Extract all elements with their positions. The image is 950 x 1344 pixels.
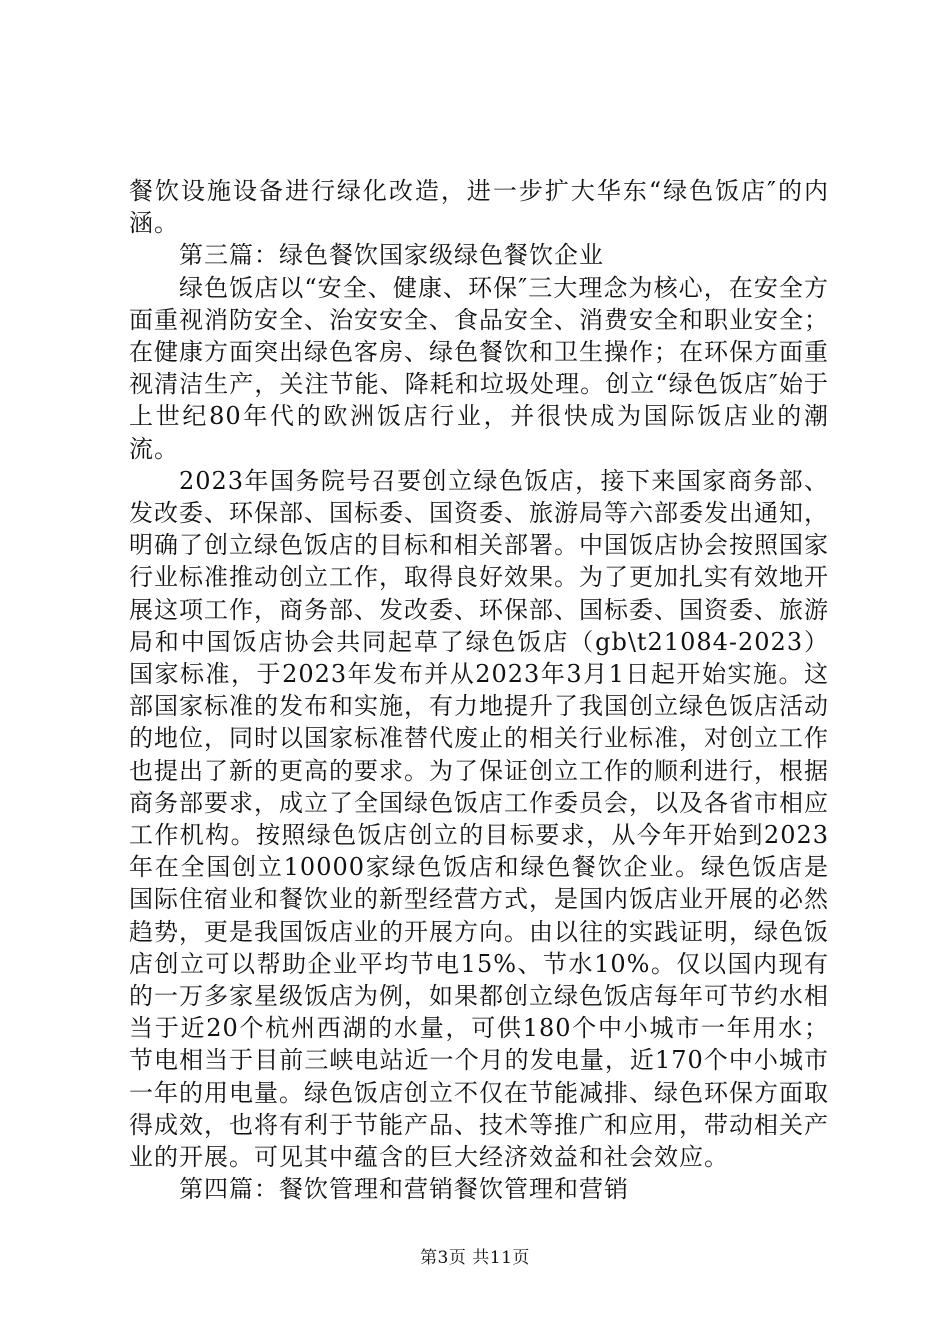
- paragraph-green-hotel-standard: 2023年国务院号召要创立绿色饭店，接下来国家商务部、发改委、环保部、国标委、国资委、旅游局等六部委发出通知，明确了创立绿色饭店的目标和相关部署。中国饭店协会按照国家行业标准推动创立工作，取得良好效果。为了更加扎实有效地开展这项工作，商务部、发改委、环保部、国标委、国资委、旅游局和中国饭店协会共同起草了绿色饭店（gb\t21084-2023）国家标准，于2023年发布并从2023年3月1日起开始实施。这部国家标准的发布和实施，有力地提升了我国创立绿色饭店活动的地位，同时以国家标准替代废止的相关行业标准，对创立工作也提出了新的更高的要求。为了保证创立工作的顺利进行，根据商务部要求，成立了全国绿色饭店工作委员会，以及各省市相应工作机构。按照绿色饭店创立的目标要求，从今年开始到2023年在全国创立10000家绿色饭店和绿色餐饮企业。绿色饭店是国际住宿业和餐饮业的新型经营方式，是国内饭店业开展的必然趋势，更是我国饭店业的开展方向。由以往的实践证明，绿色饭店创立可以帮助企业平均节电15%、节水10%。仅以国内现有的一万多家星级饭店为例，如果都创立绿色饭店每年可节约水相当于近20个杭州西湖的水量，可供180个中小城市一年用水；节电相当于目前三峡电站近一个月的发电量，近170个中小城市一年的用电量。绿色饭店创立不仅在节能减排、绿色环保方面取得成效，也将有利于节能产品、技术等推广和应用，带动相关产业的开展。可见其中蕴含的巨大经济效益和社会效应。: [129, 466, 829, 1172]
- paragraph-continuation: 餐饮设施设备进行绿化改造，进一步扩大华东“绿色饭店″的内涵。: [129, 177, 829, 238]
- section-heading-3: 第三篇：绿色餐饮国家级绿色餐饮企业: [179, 241, 604, 270]
- paragraph-green-hotel-concept: 绿色饭店以“安全、健康、环保″三大理念为核心，在安全方面重视消防安全、治安安全、食品安全、消费安全和职业安全；在健康方面突出绿色客房、绿色餐饮和卫生操作；在环保方面重视清洁生产，关注节能、降耗和垃圾处理。创立“绿色饭店″始于上世纪80年代的欧洲饭店行业，并很快成为国际饭店业的潮流。: [129, 273, 829, 463]
- page-footer: 第3页 共11页: [420, 1248, 530, 1268]
- section-heading-4: 第四篇：餐饮管理和营销餐饮管理和营销: [179, 1175, 629, 1204]
- document-body: [129, 175, 829, 1206]
